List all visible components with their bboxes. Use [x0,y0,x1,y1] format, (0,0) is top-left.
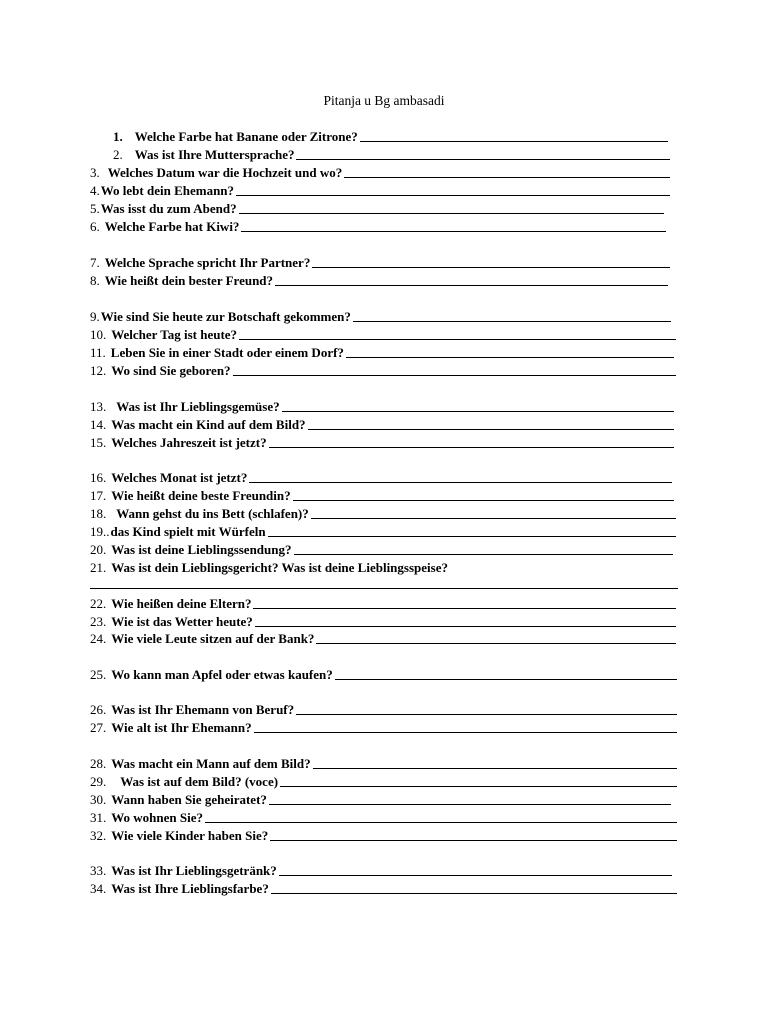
answer-line[interactable] [205,822,677,823]
answer-line[interactable] [311,518,676,519]
answer-line[interactable] [353,321,671,322]
question-text: Wie heißt dein bester Freund? [104,273,274,288]
answer-line[interactable] [239,339,676,340]
question-row-7 [90,253,670,271]
answer-line[interactable] [279,875,672,876]
answer-line[interactable] [294,554,674,555]
question-row-11 [90,343,674,361]
question-text: Wie viele Kinder haben Sie? [111,828,269,843]
answer-line[interactable] [293,500,674,501]
question-text: Was macht ein Kind auf dem Bild? [111,417,306,432]
question-text: Was ist auf dem Bild? (voce) [120,774,279,789]
question-text: Was ist dein Lieblingsgericht? Was ist deine Lieblingsspeise? [111,560,448,575]
question-row-17 [90,486,674,504]
answer-line[interactable] [275,285,668,286]
question-number: 32. [90,828,107,843]
question-number: 13. [90,399,107,414]
answer-line[interactable] [316,643,676,644]
question-number: 28. [90,756,107,771]
question-text: Wo lebt dein Ehemann? [100,183,235,198]
question-number: 24. [90,631,107,646]
question-row-5 [90,199,664,217]
answer-line[interactable] [269,804,671,805]
question-number: 4. [90,183,100,198]
question-row-30 [90,790,671,808]
question-text: Was isst du zum Abend? [100,201,237,216]
question-row-31 [90,808,677,826]
question-row-20 [90,540,673,558]
question-row-4 [90,181,670,199]
question-text: Wie heißt deine beste Freundin? [111,488,291,503]
question-number: 23. [90,614,107,629]
question-number: 31. [90,810,107,825]
question-text: Wie viele Leute sitzen auf der Bank? [111,631,315,646]
question-text: Welches Monat ist jetzt? [111,470,248,485]
answer-line[interactable] [360,141,668,142]
answer-line[interactable] [270,840,677,841]
question-number: 8. [90,273,100,288]
answer-line[interactable] [269,447,674,448]
question-number: 30. [90,792,107,807]
question-text: Wo sind Sie geboren? [111,363,231,378]
question-row-14 [90,415,674,433]
answer-line[interactable] [280,786,677,787]
question-number: 7. [90,255,100,270]
page-title: Pitanja u Bg ambasadi [323,93,445,108]
question-number: 14. [90,417,107,432]
question-text: Wie ist das Wetter heute? [111,614,253,629]
answer-line[interactable] [335,679,677,680]
question-row-22 [90,594,676,612]
question-number: 21. [90,560,107,575]
question-number: 26. [90,702,107,717]
question-row-13 [90,397,674,415]
answer-line[interactable] [296,159,670,160]
question-number: 20. [90,542,107,557]
question-text: Wo wohnen Sie? [111,810,203,825]
question-row-24 [90,629,676,647]
answer-line[interactable] [249,482,672,483]
question-number: 9. [90,309,100,324]
question-number: 3. [90,165,100,180]
question-row-8 [90,271,668,289]
answer-line[interactable] [271,893,677,894]
question-text: Welche Sprache spricht Ihr Partner? [104,255,311,270]
question-number: 27. [90,720,107,735]
answer-line[interactable] [255,626,676,627]
question-row-29 [90,772,677,790]
answer-line[interactable] [308,429,674,430]
question-text: Leben Sie in einer Stadt oder einem Dorf? [110,345,344,360]
question-row-27 [90,718,677,736]
question-row-32 [90,826,677,844]
question-row-25 [90,665,677,683]
question-number: 6. [90,219,100,234]
answer-line[interactable] [313,768,677,769]
question-number: 1. [113,129,123,144]
question-text: Was ist Ihr Lieblingsgemüse? [116,399,280,414]
question-text: Wann haben Sie geheiratet? [111,792,267,807]
answer-line[interactable] [254,732,677,733]
question-number: 19.. [90,524,110,539]
question-text: Welcher Tag ist heute? [111,327,238,342]
question-number: 29. [90,774,107,789]
question-row-15 [90,433,674,451]
question-row-9 [90,307,671,325]
question-number: 16. [90,470,107,485]
question-row-6 [90,217,666,235]
question-row-16 [90,468,672,486]
question-row-21 [90,558,676,576]
question-number: 34. [90,881,107,896]
question-number: 5. [90,201,100,216]
answer-line[interactable] [268,536,676,537]
question-text: Wo kann man Apfel oder etwas kaufen? [111,667,333,682]
answer-line[interactable] [233,375,676,376]
question-text: Was ist Ihr Ehemann von Beruf? [111,702,295,717]
question-text: Wie sind Sie heute zur Botschaft gekommen? [100,309,351,324]
question-row-28 [90,754,677,772]
question-row-10 [90,325,676,343]
answer-line[interactable] [253,608,676,609]
question-row-34 [90,879,677,897]
question-text: Welche Farbe hat Banane oder Zitrone? [134,129,358,144]
answer-line-21 [90,588,678,589]
question-text: Was ist Ihre Lieblingsfarbe? [111,881,269,896]
question-row-23 [90,612,676,630]
question-number: 15. [90,435,107,450]
question-number: 10. [90,327,107,342]
question-text: Wie heißen deine Eltern? [111,596,252,611]
answer-line[interactable] [236,195,670,196]
question-text: Welches Datum war die Hochzeit und wo? [107,165,343,180]
answer-line[interactable] [344,177,670,178]
question-row-33 [90,861,672,879]
question-number: 25. [90,667,107,682]
answer-line[interactable] [312,267,670,268]
question-text: Welches Jahreszeit ist jetzt? [111,435,267,450]
answer-line[interactable] [239,213,664,214]
question-number: 12. [90,363,107,378]
answer-line[interactable] [296,714,677,715]
question-number: 22. [90,596,107,611]
answer-line[interactable] [346,357,674,358]
question-number: 2. [113,147,123,162]
question-text: Was ist deine Lieblingssendung? [111,542,292,557]
question-text: Wie alt ist Ihr Ehemann? [111,720,252,735]
question-row-18 [90,504,676,522]
question-row-1 [113,127,668,145]
question-number: 11. [90,345,106,360]
answer-line[interactable] [282,411,674,412]
question-number: 17. [90,488,107,503]
question-row-2 [113,145,670,163]
question-number: 33. [90,863,107,878]
question-text: Was macht ein Mann auf dem Bild? [111,756,311,771]
question-text: Wann gehst du ins Bett (schlafen)? [116,506,309,521]
question-text: Welche Farbe hat Kiwi? [104,219,240,234]
question-row-19 [90,522,676,540]
question-row-3 [90,163,670,181]
answer-line[interactable] [241,231,666,232]
question-text: Was ist Ihre Muttersprache? [134,147,295,162]
question-text: das Kind spielt mit Würfeln [110,524,266,539]
question-row-26 [90,700,677,718]
question-text: Was ist Ihr Lieblingsgetränk? [111,863,277,878]
question-row-12 [90,361,676,379]
question-number: 18. [90,506,107,521]
